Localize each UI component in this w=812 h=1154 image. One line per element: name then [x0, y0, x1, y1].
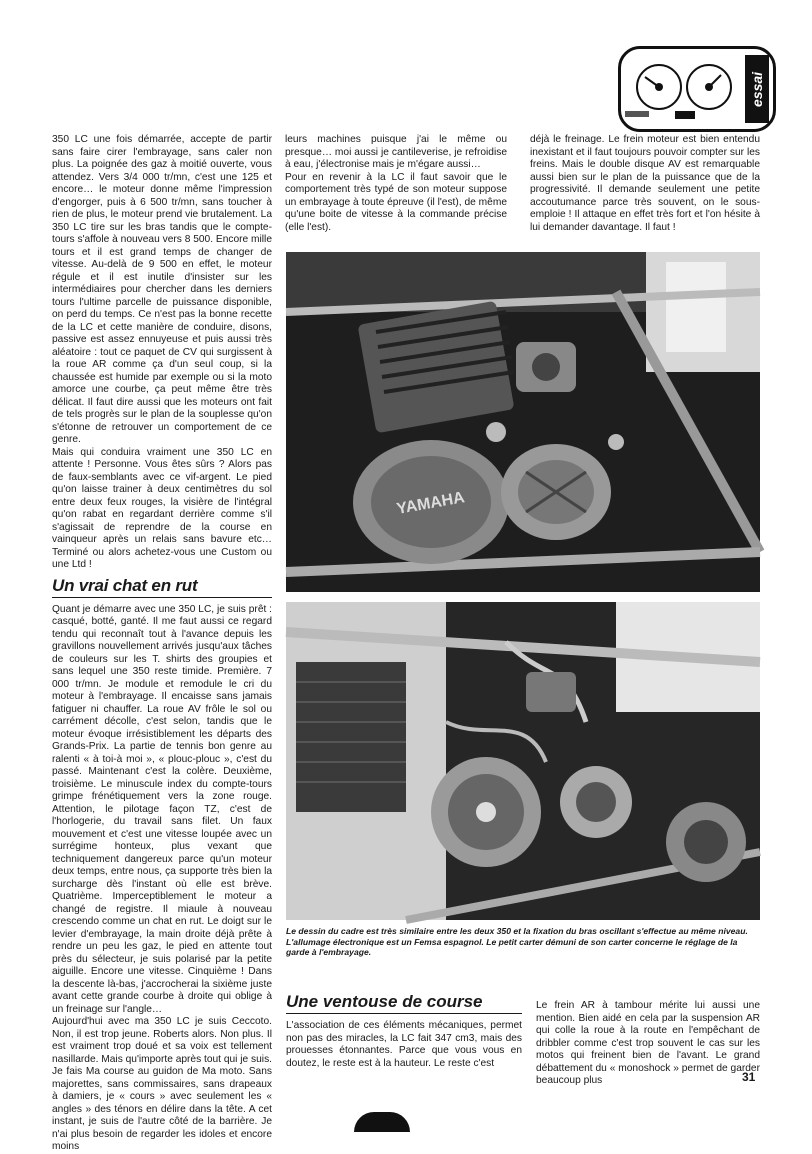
section-heading-chat: Un vrai chat en rut — [52, 576, 272, 598]
column-1 — [52, 134, 272, 1152]
column1-paragraph-3: Quant je démarre avec une 350 LC, je suis prêt : casqué, botté, ganté. Il me faut aussi ce regard tendu qui reconnaît tout à l'avance depuis les gravillons nouvellement arrivés jusqu'aux tâches de couleurs sur les T. shirts des groupies et sans lequel une 350 reste timide. Première. 7 000 tr/mn. Je module et remodule le cri du moteur à l'embrayage. Il encaisse sans jamais fatiguer ni chauffer. La roue AV frôle le sol ou carrément décolle, c'est selon, tandis que le moteur évoque irrésistiblement les départs des Grands-Prix. La partie de tennis bon genre au ralenti « à toi-à moi », « plouc-plouc », c'est du passé. Maintenant c'est la colère. Deuxième, troisième. Le minuscule index du compte-tours grimpe frénétiquement vers la zone rouge. Attention, le pilotage façon TZ, c'est de l'horlogerie, du travail sans filet. Un faux mouvement et c'est une vitesse loupée avec un surrégime honteux, plus vexant que techniquement dangereux parce qu'un moteur deux temps, entre nous, ça supporte très bien la surcharge dès l'instant où elle est brève. Quatrième. Imperceptiblement le moteur a changé de registre. Il miaule à nouveau crescendo comme un chat en rut. Le doigt sur le levier d'embrayage, la main droite déjà prête à rendre un peu les gaz, le pied en attente tout près du sélecteur, je suis polarisé par la petite aiguille. Encore une vitesse. Cinquième ! Dans la descente là-bas, j'accrocherai la sixième juste avant cette grande courbe à droite qui oblige à un freinage sur l'angle… — [52, 603, 272, 1015]
column1-paragraph-2: Mais qui conduira vraiment une 350 LC en attente ! Personne. Vous êtes sûrs ? Alors pas de faux-semblants avec ce vif-argent. Le pied qu'on laisse trainer à deux centimètres du sol entre deux feux rouges, la visière de l'intégral qu'on rabat en regardant derrière comme s'il s'agissait de reprendre de la course en vainqueur après un relais sans bavure etc… Terminé ou alors achetez-vous une Custom ou une Ltd ! — [52, 446, 272, 570]
page-number: 31 — [742, 1070, 756, 1084]
section2-col2-paragraph: L'association de ces éléments mécaniques, permet non pas des miracles, la LC fait 347 cm3, mais des prouesses étonnantes. Parce que vous vous en doutez, le reste est à la hauteur. Le reste c'est — [286, 1020, 522, 1069]
column1-paragraph-4: Aujourd'hui avec ma 350 LC je suis Ceccoto. Non, il est trop jeune. Roberts alors. Non plus. Il est vraiment trop doué et sa voix est tellement nasillarde. Mais qu'importe après tout qui je suis. Je fais Ma course au guidon de Ma moto. Sans majorettes, sans commissaires, sans drapeaux à damiers, je « cours » avec seulement les « angles » des ténors en délire dans la tête. A cet instant, je suis de l'autre côté de la barrière. Je n'ai plus besoin de regarder les idoles et encore moins — [52, 1016, 272, 1152]
column-2-bottom — [286, 1020, 522, 1092]
caption-frame: Le dessin du cadre est très similaire entre les deux 350 et la fixation du bras oscillant s'effectue au même niveau. — [286, 926, 748, 936]
column1-paragraph-1: 350 LC une fois démarrée, accepte de partir sans faire cirer l'embrayage, sans caler non plus. La poignée des gaz à moitié ouverte, vous attendez. Vers 3/4 000 tr/mn, c'est une 125 et encore… le moteur donne même l'impression d'engorger, puis à 6 500 tr/mn, sans toucher à rien de plus, le moteur prend vie brutalement. La 350 LC tire sur les bras tandis que le compte-tours s'affole à nouveau vers 8 500. Encore mille tours et il est grand temps de changer de vitesse. Au-delà de 9 500 en effet, le moteur régule et il est inutile d'insister sur les intermédiaires pour chercher dans les derniers tours l'ultime parcelle de puissance disponible, on perd du temps. Ce n'est pas la bonne recette de la LC et cette manière de conduire, disons, passive est assez ennuyeuse et puis aussi très aléatoire : tout ce paquet de CV qui surgissent à la roue AR comme ça d'un seul coup, si la chaussée est humide par exemple ou si la moto amorce une courbe, ça peut même être très délicat. Il faut dire aussi que les moteurs ont fait de tels progrès sur le plan de la souplesse qu'on s'étonne de retrouver un comportement de ce genre. — [52, 134, 272, 445]
section-heading-ventouse: Une ventouse de course — [286, 992, 522, 1014]
ignition-illustration — [286, 602, 760, 920]
yamaha-engine-label: YAMAHA — [395, 489, 466, 518]
column2-paragraph-2: Pour en revenir à la LC il faut savoir que le comportement très typé de son moteur suppose un embrayage à toute épreuve (il l'est), de même qu'une boite de vitesse à la commande précise (elle l'est). — [285, 171, 507, 233]
section2-col3-paragraph: Le frein AR à tambour mérite lui aussi une mention. Bien aidé en cela par la suspension AR qui colle la roue à la route en l'empêchant de dribbler comme c'est trop souvent le cas sur les motos qui freinent bien de l'avant. Le grand débattement du « monoshock » permet de garder beaucoup plus — [536, 1000, 760, 1086]
column-2-top — [285, 134, 507, 244]
caption-ignition: L'allumage électronique est un Femsa espagnol. Le petit carter démuni de son carter concerne le réglage de la garde à l'embrayage. — [286, 936, 738, 957]
column-3-top — [530, 134, 760, 244]
ignition-photo-bottom — [286, 602, 760, 920]
engine-illustration — [286, 252, 760, 592]
column3-paragraph-1: déjà le freinage. Le frein moteur est bien entendu inexistant et il faut toujours pouvoir compter sur les freins. Mais le double disque AV est remarquable aussi bien sur le plan de la puissance que de la progressivité. Il demande seulement une petite accoutumance parce très souvent, on le sous-emploie ! Il attaque en effet très fort et l'on hésite à lui demander davantage. Il faut ! — [530, 134, 760, 233]
engine-photo-top — [286, 252, 760, 592]
essai-logo-word: essai — [745, 55, 769, 123]
column2-paragraph-1: leurs machines puisque j'ai le même ou presque… moi aussi je cantileverise, je refroidise à eau, j'électronise mais je m'égare aussi… — [285, 134, 507, 170]
bottom-decoration — [354, 1112, 410, 1132]
photo-captions — [286, 926, 760, 958]
essai-logo — [618, 46, 776, 132]
